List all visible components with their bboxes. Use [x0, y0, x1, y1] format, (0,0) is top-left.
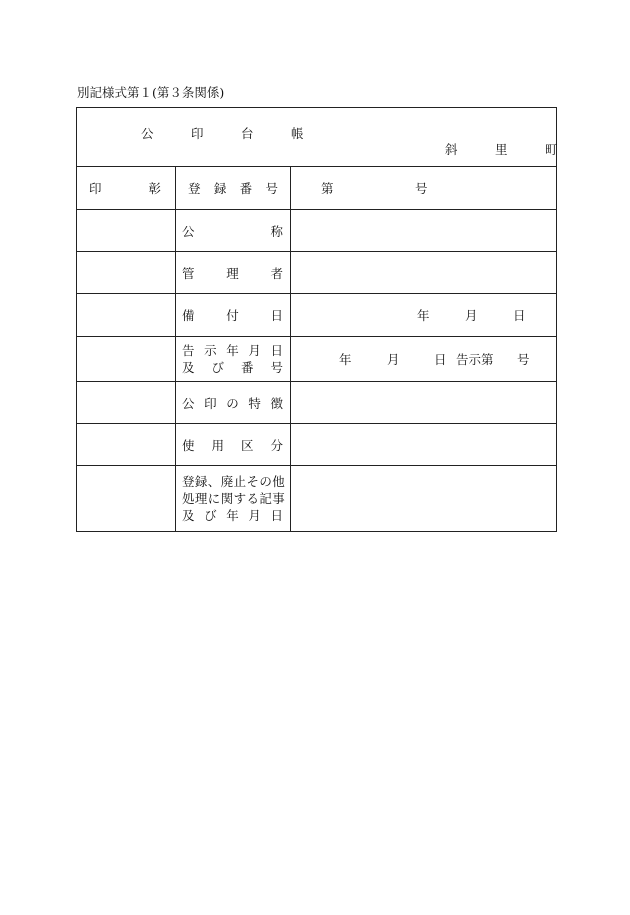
label-char: 及 [182, 360, 195, 375]
label-char: 日 [270, 308, 283, 323]
seal-image-cell-4 [77, 337, 176, 382]
seal-label-left: 印 [89, 181, 102, 196]
label-char: び [211, 360, 224, 375]
date-day: 日 [513, 308, 526, 323]
label-char: 徴 [270, 395, 283, 411]
registration-number-label [176, 167, 291, 210]
notice-date-number-label [176, 337, 291, 382]
label-char: 号 [265, 181, 278, 196]
usage-category-label [176, 424, 291, 466]
record-label-line2: 処理に関する記事 [182, 491, 286, 506]
label-char: 公 [182, 395, 195, 411]
label-char: 番 [240, 360, 254, 375]
label-char: 年 [226, 343, 239, 358]
seal-image-cell-5 [77, 382, 176, 424]
label-char: 及 [182, 508, 195, 523]
label-char: 録 [213, 181, 227, 196]
seal-label-cell [77, 167, 176, 210]
label-char: 分 [270, 437, 283, 453]
form-header [77, 108, 557, 167]
notice-go: 号 [517, 352, 530, 367]
manager-value[interactable] [291, 252, 557, 294]
date-year: 年 [417, 308, 430, 323]
label-char: 告 [182, 343, 195, 358]
record-label-line1: 登録、廃止その他 [182, 474, 286, 489]
label-char: 日 [270, 508, 283, 523]
label-char: 付 [226, 308, 239, 323]
label-char: 理 [226, 265, 239, 281]
label-char: 用 [211, 437, 224, 453]
record-value[interactable] [291, 466, 557, 532]
label-char: 月 [248, 508, 261, 523]
label-char: 特 [248, 395, 261, 411]
seal-image-cell-6 [77, 424, 176, 466]
label-char: 日 [270, 343, 283, 358]
seal-image-cell-7 [77, 466, 176, 532]
label-char: 番 [239, 181, 253, 196]
label-char: 年 [226, 508, 239, 523]
date-month: 月 [465, 308, 478, 323]
label-char: 称 [270, 223, 283, 239]
label-char: 月 [248, 343, 261, 358]
seal-image-cell-2 [77, 252, 176, 294]
label-char: 区 [240, 437, 254, 453]
provision-date-label [176, 294, 291, 337]
label-char: 印 [204, 395, 217, 411]
seal-image-cell-1 [77, 210, 176, 252]
registration-go: 号 [415, 181, 428, 196]
form-title: 公 印 台 帳 [141, 126, 304, 141]
registration-number-value[interactable] [291, 167, 557, 210]
label-char: 備 [182, 308, 195, 323]
provision-date-value[interactable] [291, 294, 557, 337]
official-name-value[interactable] [291, 210, 557, 252]
form-caption: 別記様式第１(第３条関係) [77, 85, 225, 100]
label-char: 使 [182, 437, 195, 453]
official-name-label [176, 210, 291, 252]
manager-label [176, 252, 291, 294]
notice-month: 月 [387, 352, 400, 367]
seal-features-label [176, 382, 291, 424]
label-char: 者 [270, 265, 283, 281]
label-char: の [226, 395, 239, 411]
usage-category-value[interactable] [291, 424, 557, 466]
notice-year: 年 [339, 352, 352, 367]
notice-date-number-value[interactable] [291, 337, 557, 382]
seal-label-right: 彰 [148, 181, 161, 196]
notice-day: 日 [434, 352, 447, 367]
registration-dai: 第 [321, 181, 334, 196]
label-char: 公 [182, 223, 195, 239]
label-char: び [204, 508, 217, 523]
town-name: 斜 里 町 [445, 142, 558, 157]
label-char: 示 [204, 343, 217, 358]
notice-number-prefix: 告示第 [456, 352, 494, 367]
label-char: 管 [182, 265, 195, 281]
label-char: 号 [270, 360, 283, 375]
seal-image-cell-3 [77, 294, 176, 337]
seal-features-value[interactable] [291, 382, 557, 424]
label-char: 登 [188, 181, 201, 196]
seal-register-form [76, 107, 557, 532]
record-label [176, 466, 291, 532]
